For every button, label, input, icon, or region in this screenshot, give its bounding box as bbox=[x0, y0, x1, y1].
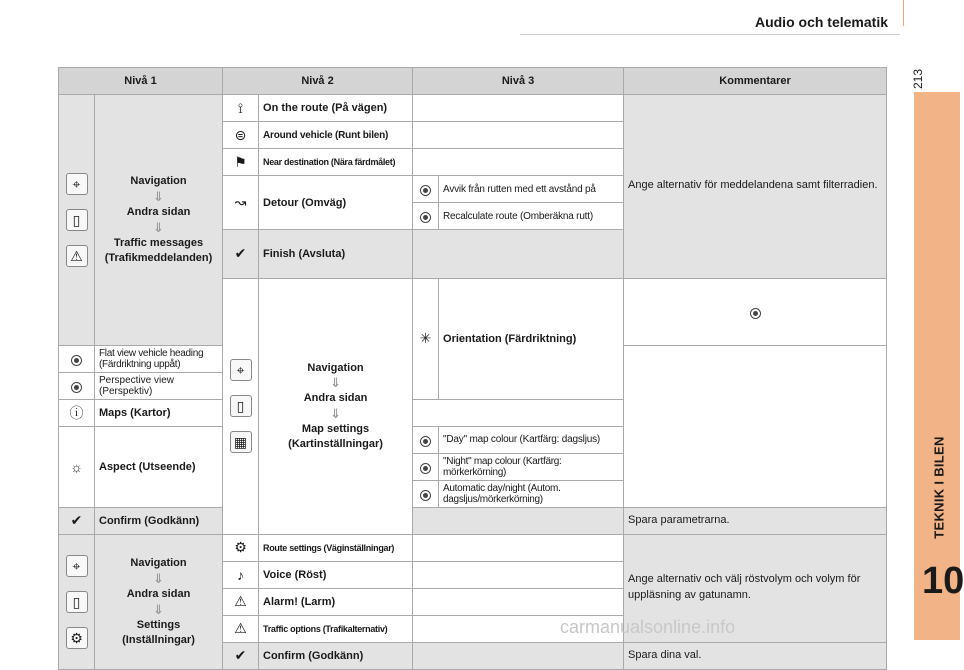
aspect-icon: ☼ bbox=[59, 426, 95, 507]
arrow-down-icon: ⇓ bbox=[153, 189, 164, 205]
destination-icon: ⚑ bbox=[223, 149, 259, 176]
route-settings-icon: ⚙ bbox=[223, 534, 259, 561]
col-header-level2: Nivå 2 bbox=[223, 68, 413, 95]
option-night-colour: "Night" map colour (Kartfärg: mörkerkörning) bbox=[439, 453, 624, 480]
menu-item-finish: Finish (Avsluta) bbox=[259, 230, 413, 279]
menu-item-near-destination: Near destination (Nära färdmålet) bbox=[259, 149, 413, 176]
navigation-icon: ⌖ bbox=[66, 173, 88, 195]
page-number: 213 bbox=[911, 68, 925, 90]
header-rule bbox=[520, 34, 900, 35]
menu-item-route-settings: Route settings (Väginställningar) bbox=[259, 534, 413, 561]
around-vehicle-icon: ⊜ bbox=[223, 122, 259, 149]
chapter-number: 10 bbox=[922, 560, 964, 602]
header-title: Audio och telematik bbox=[754, 14, 888, 30]
menu-item-around-vehicle: Around vehicle (Runt bilen) bbox=[259, 122, 413, 149]
page-icon: ▯ bbox=[230, 395, 252, 417]
menu-item-maps: Maps (Kartor) bbox=[95, 399, 223, 426]
alarm-icon: ⚠ bbox=[223, 588, 259, 615]
level1-path: Navigation ⇓ Andra sidan ⇓ Settings (Inställningar) bbox=[95, 534, 223, 669]
menu-item-alarm: Alarm! (Larm) bbox=[259, 588, 413, 615]
radio-icon bbox=[71, 355, 82, 366]
settings-icon: ⚙ bbox=[66, 627, 88, 649]
option-heading-up: Flat view vehicle heading (Färdriktning uppåt) bbox=[95, 345, 223, 372]
radio-icon bbox=[420, 490, 431, 501]
menu-item-voice: Voice (Röst) bbox=[259, 561, 413, 588]
radio-icon bbox=[420, 436, 431, 447]
radio-icon bbox=[420, 185, 431, 196]
level1-icons bbox=[223, 278, 259, 534]
arrow-down-icon: ⇓ bbox=[330, 375, 341, 391]
level1-path: Navigation ⇓ Andra sidan ⇓ Map settings (Kartinställningar) bbox=[259, 278, 413, 534]
option-day-colour: "Day" map colour (Kartfärg: dagsljus) bbox=[439, 426, 624, 453]
traffic-icon: ⚠ bbox=[66, 245, 88, 267]
level1-icons bbox=[59, 534, 95, 669]
menu-table bbox=[58, 67, 887, 670]
comment-confirm: Spara parametrarna. bbox=[624, 507, 887, 534]
arrow-down-icon: ⇓ bbox=[153, 601, 164, 617]
option-auto-day-night: Automatic day/night (Autom. dagsljus/mörkerkörning) bbox=[439, 480, 624, 507]
map-grid-icon: ▦ bbox=[230, 431, 252, 453]
col-header-comments: Kommentarer bbox=[624, 68, 887, 95]
arrow-down-icon: ⇓ bbox=[153, 570, 164, 586]
menu-item-traffic-options: Traffic options (Trafikalternativ) bbox=[259, 615, 413, 642]
comment-traffic: Ange alternativ för meddelandena samt filterradien. bbox=[624, 95, 887, 279]
page-icon: ▯ bbox=[66, 209, 88, 231]
radio-icon bbox=[71, 382, 82, 393]
navigation-icon: ⌖ bbox=[230, 359, 252, 381]
checkmark-icon: ✔ bbox=[223, 230, 259, 279]
level1-icons bbox=[59, 95, 95, 346]
checkmark-icon: ✔ bbox=[223, 642, 259, 669]
menu-item-aspect: Aspect (Utseende) bbox=[95, 426, 223, 507]
arrow-down-icon: ⇓ bbox=[153, 219, 164, 235]
navigation-icon: ⌖ bbox=[66, 555, 88, 577]
comment-settings: Ange alternativ och välj röstvolym och volym för uppläsning av gatunamn. bbox=[624, 534, 887, 642]
level1-path: Navigation ⇓ Andra sidan ⇓ Traffic messages (Trafikmeddelanden) bbox=[95, 95, 223, 346]
info-icon: ⓘ bbox=[59, 399, 95, 426]
watermark: carmanualsonline.info bbox=[560, 617, 736, 637]
menu-item-confirm: Confirm (Godkänn) bbox=[95, 507, 223, 534]
side-tab-label: TEKNIK I BILEN bbox=[931, 436, 947, 539]
menu-item-confirm: Confirm (Godkänn) bbox=[259, 642, 413, 669]
page-divider bbox=[903, 0, 904, 26]
voice-icon: ♪ bbox=[223, 561, 259, 588]
page-icon: ▯ bbox=[66, 591, 88, 613]
option-recalculate: Recalculate route (Omberäkna rutt) bbox=[439, 203, 624, 230]
radio-icon bbox=[420, 212, 431, 223]
radio-icon bbox=[750, 308, 761, 319]
detour-icon: ↝ bbox=[223, 176, 259, 230]
col-header-level3: Nivå 3 bbox=[413, 68, 624, 95]
radio-icon bbox=[420, 463, 431, 474]
col-header-level1: Nivå 1 bbox=[59, 68, 223, 95]
checkmark-icon: ✔ bbox=[59, 507, 95, 534]
option-perspective: Perspective view (Perspektiv) bbox=[95, 372, 223, 399]
orientation-icon: ✳ bbox=[413, 278, 439, 399]
menu-item-detour: Detour (Omväg) bbox=[259, 176, 413, 230]
traffic-options-icon: ⚠ bbox=[223, 615, 259, 642]
menu-item-on-route: On the route (På vägen) bbox=[259, 95, 413, 122]
option-detour-distance: Avvik från rutten med ett avstånd på bbox=[439, 176, 624, 203]
menu-item-orientation: Orientation (Färdriktning) bbox=[439, 278, 624, 399]
arrow-down-icon: ⇓ bbox=[330, 406, 341, 422]
comment-confirm: Spara dina val. bbox=[624, 642, 887, 669]
route-icon: ⟟ bbox=[223, 95, 259, 122]
